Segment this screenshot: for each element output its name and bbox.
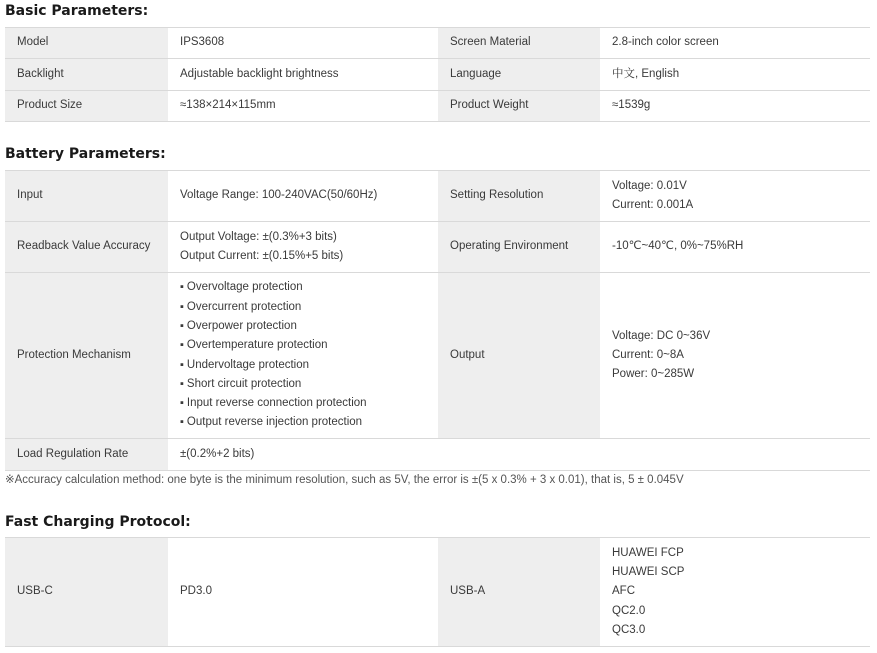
output-label: Output [438,273,600,439]
list-item: ▪ Input reverse connection protection [180,394,426,413]
output-value [600,273,870,439]
input-label: Input [5,171,168,222]
fast-charging-title: Fast Charging Protocol: [5,514,191,530]
setting-resolution-label: Setting Resolution [438,171,600,222]
usb-a-label: USB-A [438,538,600,647]
operating-environment-value: -10℃~40℃, 0%~75%RH [600,222,870,273]
screen-material-value: 2.8-inch color screen [600,28,870,59]
table-row [5,538,870,647]
product-weight-value: ≈1539g [600,91,870,122]
list-item: HUAWEI FCP [612,546,684,559]
product-weight-label: Product Weight [438,91,600,122]
product-size-value: ≈138×214×115mm [168,91,438,122]
output-power: Power: 0~285W [612,368,695,381]
list-item: ▪ Overpower protection [180,317,426,336]
list-item: AFC [612,585,635,598]
list-item: ▪ Output reverse injection protection [180,413,426,432]
battery-parameters-table [5,170,870,471]
screen-material-label: Screen Material [438,28,600,59]
table-row [5,91,870,122]
list-item: ▪ Overtemperature protection [180,336,426,355]
list-item: HUAWEI SCP [612,566,685,579]
accuracy-note: ※Accuracy calculation method: one byte is the minimum resolution, such as 5V, the error is ±(5 x 0.3% + 3 x 0.01), that is, 5 ± 0.045V [5,474,684,486]
list-item: ▪ Overcurrent protection [180,298,426,317]
table-row [5,439,870,471]
model-value: IPS3608 [168,28,438,59]
table-row [5,273,870,439]
setting-resolution-voltage: Voltage: 0.01V [612,179,687,192]
product-size-label: Product Size [5,91,168,122]
list-item: QC3.0 [612,623,646,636]
readback-current: Output Current: ±(0.15%+5 bits) [180,250,344,262]
language-value: 中文, English [600,59,870,91]
basic-parameters-title: Basic Parameters: [5,3,149,19]
table-row [5,171,870,222]
battery-parameters-title: Battery Parameters: [5,146,166,162]
readback-voltage: Output Voltage: ±(0.3%+3 bits) [180,230,337,243]
list-item: ▪ Overvoltage protection [180,278,426,297]
usb-a-value [600,538,870,647]
usb-c-label: USB-C [5,538,168,647]
load-regulation-label: Load Regulation Rate [5,439,168,471]
backlight-label: Backlight [5,59,168,91]
output-current: Current: 0~8A [612,348,684,361]
output-voltage: Voltage: DC 0~36V [612,329,711,342]
language-label: Language [438,59,600,91]
backlight-value: Adjustable backlight brightness [168,59,438,91]
model-label: Model [5,28,168,59]
table-row [5,222,870,273]
fast-charging-table [5,537,870,647]
list-item: ▪ Undervoltage protection [180,356,426,375]
list-item: ▪ Short circuit protection [180,375,426,394]
readback-accuracy-value [168,222,438,273]
table-row [5,28,870,59]
setting-resolution-value [600,171,870,222]
setting-resolution-current: Current: 0.001A [612,199,694,211]
operating-environment-label: Operating Environment [438,222,600,273]
usb-c-value: PD3.0 [168,538,438,647]
input-value: Voltage Range: 100-240VAC(50/60Hz) [168,171,438,222]
list-item: QC2.0 [612,604,646,617]
table-row [5,59,870,91]
load-regulation-value: ±(0.2%+2 bits) [168,439,870,471]
basic-parameters-table [5,27,870,122]
protection-mechanism-list [168,273,438,439]
readback-accuracy-label: Readback Value Accuracy [5,222,168,273]
protection-mechanism-label: Protection Mechanism [5,273,168,439]
